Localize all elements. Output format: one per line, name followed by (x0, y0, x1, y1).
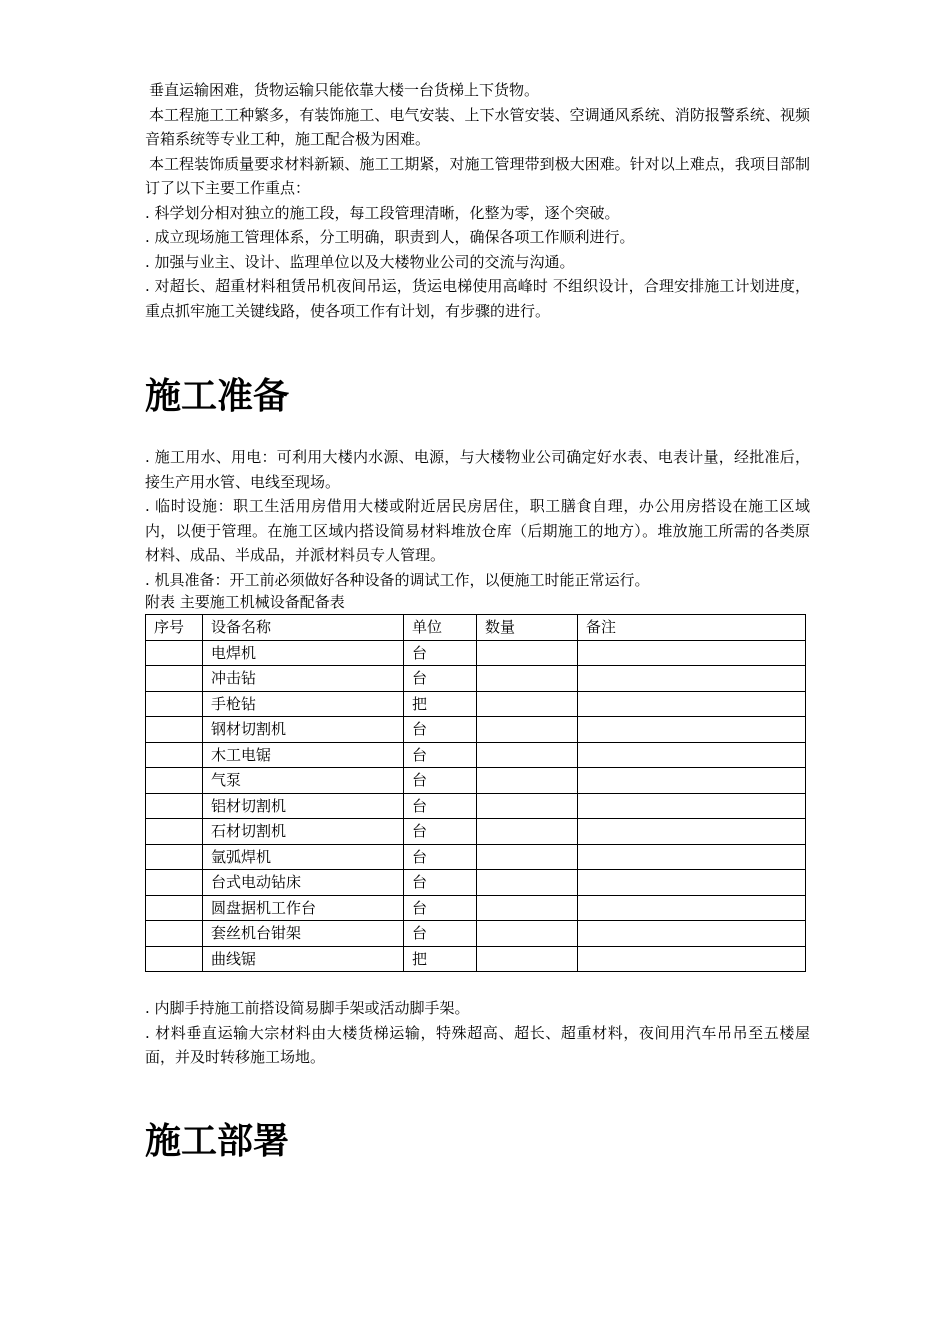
table-row (146, 768, 806, 794)
cell-index (146, 819, 203, 845)
cell-unit: 台 (404, 921, 477, 947)
cell-quantity (477, 691, 578, 717)
cell-quantity (477, 717, 578, 743)
table-row (146, 870, 806, 896)
intro-list-item: . 加强与业主、设计、监理单位以及大楼物业公司的交流与沟通。 (145, 252, 575, 271)
document-page (145, 78, 810, 1164)
cell-remarks (578, 844, 806, 870)
cell-index (146, 666, 203, 692)
cell-remarks (578, 921, 806, 947)
section-heading-deployment: 施工部署 (145, 1120, 290, 1162)
cell-quantity (477, 870, 578, 896)
after-table-paragraph: . 材料垂直运输大宗材料由大楼货梯运输，特殊超高、超长、超重材料，夜间用汽车吊吊至五楼屋面，并及时转移施工场地。 (145, 1023, 810, 1066)
cell-remarks (578, 793, 806, 819)
cell-unit: 台 (404, 666, 477, 692)
cell-quantity (477, 640, 578, 666)
table-header-row (146, 615, 806, 641)
after-table-paragraph: . 内脚手持施工前搭设简易脚手架或活动脚手架。 (145, 999, 470, 1017)
section-heading-preparation: 施工准备 (145, 376, 290, 417)
cell-unit: 台 (404, 819, 477, 845)
intro-paragraph: 本工程装饰质量要求材料新颖、施工工期紧，对施工管理带到极大困难。针对以上难点，我项目部制订了以下主要工作重点： (145, 154, 810, 197)
equipment-table (145, 614, 806, 972)
cell-index (146, 921, 203, 947)
table-caption: 附表 主要施工机械设备配备表 (145, 593, 345, 611)
preparation-paragraph: . 临时设施：职工生活用房借用大楼或附近居民房居住，职工膳食自理，办公用房搭设在施工区域内，以便于管理。在施工区域内搭设简易材料堆放仓库（后期施工的地方）。堆放施工所需的各类原材料、成品、半成品，并派材料员专人管理。 (145, 497, 810, 564)
cell-name: 铝材切割机 (203, 793, 404, 819)
cell-unit: 台 (404, 717, 477, 743)
cell-name: 氩弧焊机 (203, 844, 404, 870)
cell-index (146, 844, 203, 870)
cell-quantity (477, 666, 578, 692)
header-cell-index: 序号 (146, 615, 203, 641)
cell-remarks (578, 895, 806, 921)
cell-unit: 台 (404, 742, 477, 768)
cell-name: 手枪钻 (203, 691, 404, 717)
cell-quantity (477, 921, 578, 947)
cell-index (146, 793, 203, 819)
cell-index (146, 870, 203, 896)
table-row (146, 921, 806, 947)
cell-name: 木工电锯 (203, 742, 404, 768)
cell-unit: 把 (404, 691, 477, 717)
table-row (146, 742, 806, 768)
cell-index (146, 768, 203, 794)
cell-name: 套丝机台钳架 (203, 921, 404, 947)
cell-unit: 台 (404, 895, 477, 921)
table-row (146, 895, 806, 921)
intro-list-item: . 对超长、超重材料租赁吊机夜间吊运，货运电梯使用高峰时 不组织设计，合理安排施工计划进度，重点抓牢施工关键线路，使各项工作有计划，有步骤的进行。 (145, 277, 810, 320)
table-row (146, 717, 806, 743)
table-row (146, 946, 806, 972)
cell-name: 气泵 (203, 768, 404, 794)
cell-unit: 台 (404, 844, 477, 870)
cell-remarks (578, 717, 806, 743)
table-row (146, 691, 806, 717)
header-cell-quantity: 数量 (477, 615, 578, 641)
cell-quantity (477, 946, 578, 972)
header-cell-name: 设备名称 (203, 615, 404, 641)
cell-name: 钢材切割机 (203, 717, 404, 743)
cell-quantity (477, 819, 578, 845)
cell-index (146, 640, 203, 666)
cell-unit: 把 (404, 946, 477, 972)
cell-remarks (578, 946, 806, 972)
header-cell-unit: 单位 (404, 615, 477, 641)
intro-list-item: . 成立现场施工管理体系，分工明确，职责到人，确保各项工作顺利进行。 (145, 228, 635, 246)
cell-unit: 台 (404, 768, 477, 794)
cell-name: 圆盘据机工作台 (203, 895, 404, 921)
cell-remarks (578, 640, 806, 666)
cell-index (146, 742, 203, 768)
table-row (146, 819, 806, 845)
table-row (146, 844, 806, 870)
cell-remarks (578, 870, 806, 896)
cell-index (146, 895, 203, 921)
table-row (146, 666, 806, 692)
cell-unit: 台 (404, 793, 477, 819)
table-body (146, 640, 806, 972)
preparation-paragraph: . 机具准备：开工前必须做好各种设备的调试工作，以便施工时能正常运行。 (145, 570, 650, 589)
preparation-paragraph: . 施工用水、用电：可利用大楼内水源、电源，与大楼物业公司确定好水表、电表计量，经批准后，接生产用水管、电线至现场。 (145, 448, 810, 491)
cell-quantity (477, 844, 578, 870)
cell-name: 冲击钻 (203, 666, 404, 692)
cell-quantity (477, 895, 578, 921)
cell-quantity (477, 793, 578, 819)
cell-unit: 台 (404, 640, 477, 666)
intro-paragraph: 垂直运输困难，货物运输只能依靠大楼一台货梯上下货物。 (149, 81, 540, 99)
intro-paragraph: 本工程施工工种繁多，有装饰施工、电气安装、上下水管安装、空调通风系统、消防报警系统、视频音箱系统等专业工种，施工配合极为困难。 (145, 105, 810, 148)
cell-name: 曲线锯 (203, 946, 404, 972)
cell-remarks (578, 742, 806, 768)
header-cell-remarks: 备注 (578, 615, 806, 641)
cell-index (146, 691, 203, 717)
intro-list-item: . 科学划分相对独立的施工段，每工段管理清晰，化整为零，逐个突破。 (145, 203, 620, 222)
cell-name: 石材切割机 (203, 819, 404, 845)
cell-remarks (578, 666, 806, 692)
table-row (146, 793, 806, 819)
cell-index (146, 717, 203, 743)
cell-unit: 台 (404, 870, 477, 896)
cell-name: 电焊机 (203, 640, 404, 666)
cell-remarks (578, 768, 806, 794)
cell-name: 台式电动钻床 (203, 870, 404, 896)
cell-index (146, 946, 203, 972)
table-row (146, 640, 806, 666)
cell-remarks (578, 819, 806, 845)
cell-remarks (578, 691, 806, 717)
cell-quantity (477, 768, 578, 794)
cell-quantity (477, 742, 578, 768)
